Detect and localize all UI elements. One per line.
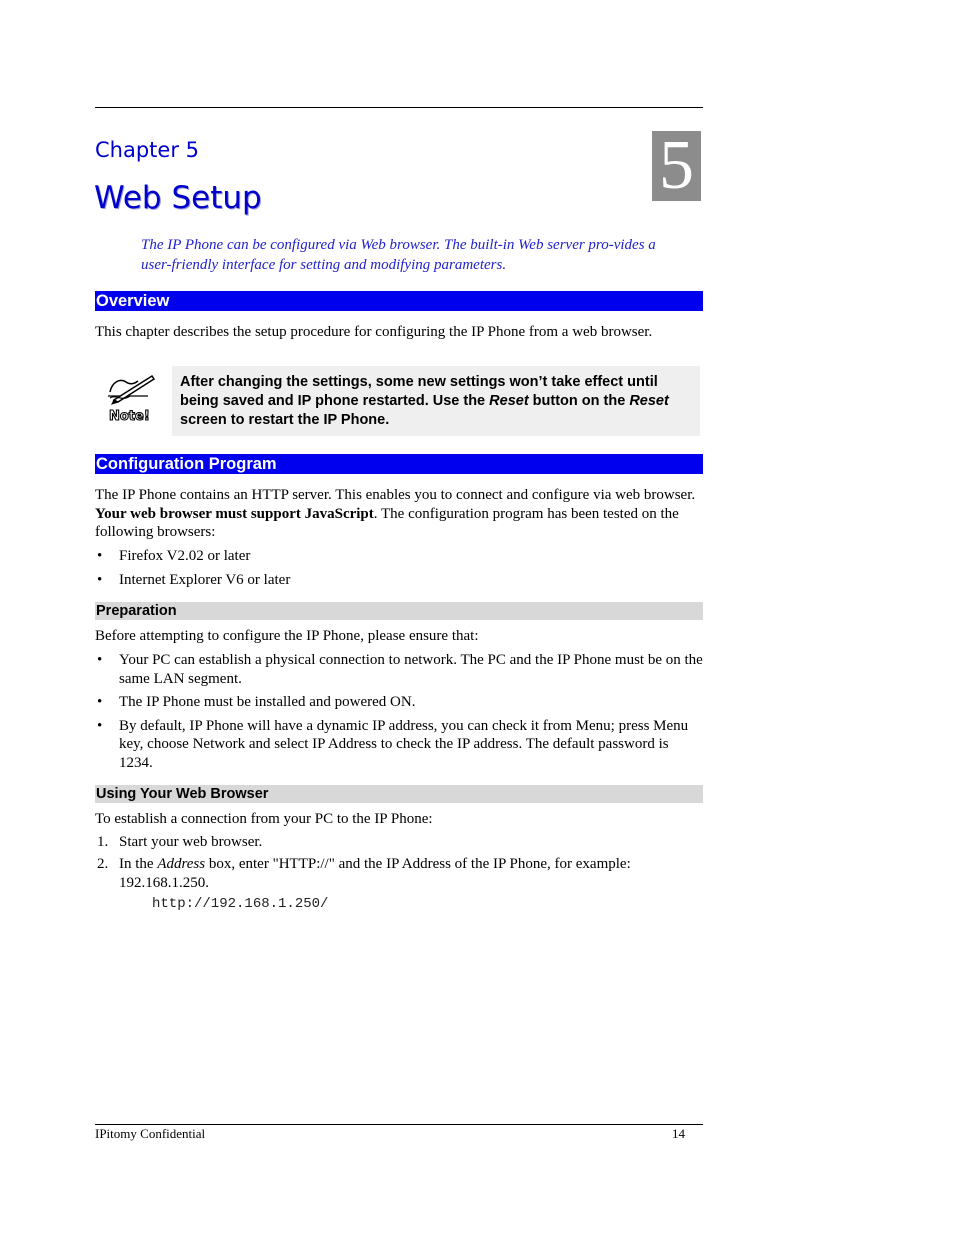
preparation-list bbox=[95, 651, 703, 772]
chapter-title: Web Setup bbox=[94, 180, 262, 216]
list-item: • Your PC can establish a physical connection to network. The PC and the IP Phone must be on the same LAN segment. bbox=[97, 652, 703, 687]
list-item: • The IP Phone must be installed and powered ON. bbox=[97, 694, 416, 710]
browser-intro: To establish a connection from your PC to the IP Phone: bbox=[95, 811, 433, 827]
note-pencil-icon bbox=[104, 372, 156, 424]
footer-confidential: IPitomy Confidential bbox=[95, 1126, 206, 1141]
list-item: 1. Start your web browser. bbox=[97, 834, 263, 850]
subsection-heading-preparation: Preparation bbox=[95, 602, 703, 620]
list-item: • Firefox V2.02 or later bbox=[97, 548, 251, 564]
example-url: http://192.168.1.250/ bbox=[152, 896, 329, 912]
browser-steps bbox=[95, 833, 703, 892]
footer-rule bbox=[95, 1124, 703, 1125]
chapter-number-box: 5 bbox=[652, 131, 701, 201]
subsection-heading-web-browser: Using Your Web Browser bbox=[95, 785, 703, 803]
chapter-label: Chapter 5 bbox=[95, 138, 199, 162]
note-icon-label: Note! bbox=[109, 409, 150, 424]
top-rule bbox=[95, 107, 703, 108]
config-text: The IP Phone contains an HTTP server. This enables you to connect and configure via web browser. Your web browser must support JavaScript. The configuration program has been tested on the following browsers: bbox=[95, 487, 696, 540]
list-item: • Internet Explorer V6 or later bbox=[97, 572, 291, 588]
section-heading-configuration: Configuration Program bbox=[95, 454, 703, 474]
chapter-intro: The IP Phone can be configured via Web browser. The built-in Web server pro-vides a user-friendly interface for setting and modifying parameters. bbox=[141, 237, 656, 273]
page-number: 14 bbox=[672, 1126, 685, 1141]
note-text: After changing the settings, some new settings won’t take effect until being saved and IP phone restarted. Use the Reset button on the Reset screen to restart the IP Phone. bbox=[180, 374, 669, 428]
list-item: 2. In the Address box, enter "HTTP://" and the IP Address of the IP Phone, for example: 192.168.1.250. bbox=[97, 856, 631, 891]
section-heading-overview: Overview bbox=[95, 291, 703, 311]
browser-list bbox=[95, 547, 703, 590]
overview-text: This chapter describes the setup procedure for configuring the IP Phone from a web browser. bbox=[95, 324, 653, 340]
preparation-intro: Before attempting to configure the IP Phone, please ensure that: bbox=[95, 628, 479, 644]
list-item: • By default, IP Phone will have a dynamic IP address, you can check it from Menu; press Menu key, choose Network and select IP Address to check the IP address. The default password is 1234. bbox=[97, 717, 689, 771]
